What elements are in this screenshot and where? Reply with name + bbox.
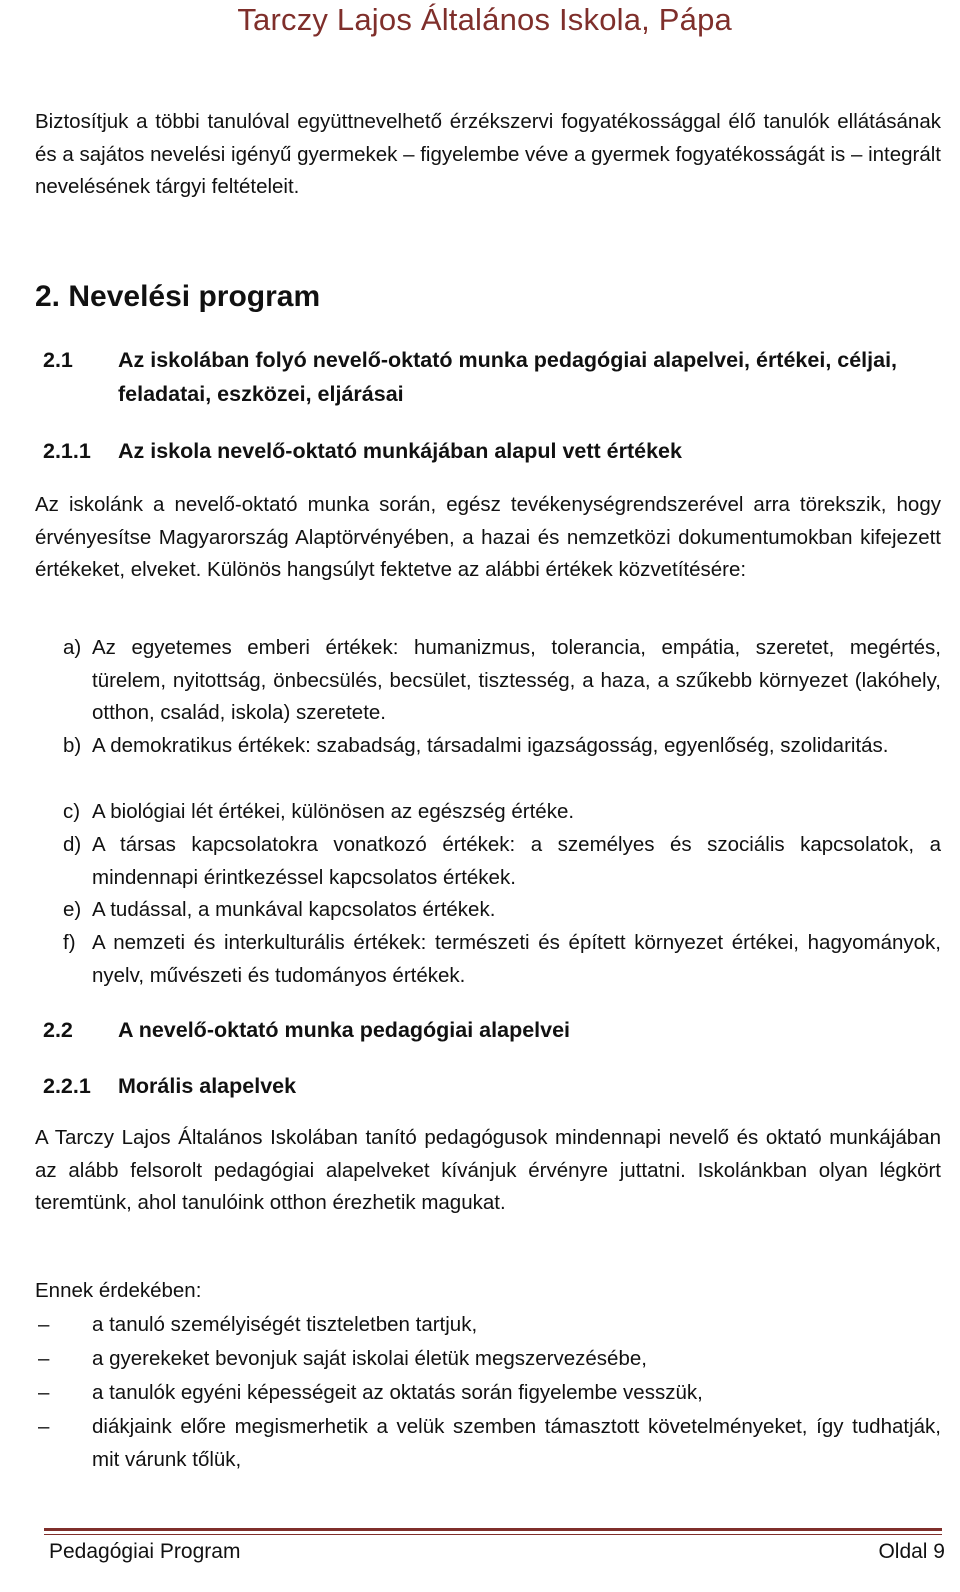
section-2-2-1-title: Morális alapelvek xyxy=(118,1074,297,1098)
section-2-2-1-number: 2.2.1 xyxy=(43,1074,91,1098)
list-marker: c) xyxy=(63,800,81,823)
list-item-text: a tanuló személyiségét tiszteletben tartjuk, xyxy=(92,1313,478,1336)
list-item xyxy=(35,1411,941,1476)
dash-marker: – xyxy=(38,1415,50,1438)
list-marker: d) xyxy=(63,833,82,856)
list-marker: a) xyxy=(63,636,82,659)
list-item-text: A nemzeti és interkulturális értékek: természeti és épített környezet értékei, hagyományok, nyelv, művészeti és tudományos értékek. xyxy=(92,931,941,987)
list-item xyxy=(35,1343,941,1376)
list-marker: f) xyxy=(63,931,76,954)
footer-rule-thin xyxy=(44,1534,942,1535)
values-paragraph: Az iskolánk a nevelő-oktató munka során, egész tevékenységrendszerével arra törekszik, hogy érvényesítse Magyarország Alaptörvényében, a hazai és nemzetközi dokumentumokban kifejezett értékeket, elveket. Különös hangsúlyt fektetve az alábbi értékek közvetítésére: xyxy=(35,493,941,581)
list-item xyxy=(63,632,941,730)
list-item-text: A demokratikus értékek: szabadság, társadalmi igazságosság, egyenlőség, szolidaritás. xyxy=(92,734,889,757)
list-marker: e) xyxy=(63,898,82,921)
section-2-2-title: A nevelő-oktató munka pedagógiai alapelvei xyxy=(118,1018,571,1042)
footer-page-number: Oldal 9 xyxy=(878,1540,945,1563)
list-item-text: A társas kapcsolatokra vonatkozó értékek: a személyes és szociális kapcsolatok, a mindennapi érintkezéssel kapcsolatos értékek. xyxy=(92,833,941,889)
section-2-2-number: 2.2 xyxy=(43,1018,73,1042)
list-item xyxy=(63,796,941,829)
footer-program-label: Pedagógiai Program xyxy=(49,1540,241,1563)
section-2-1-title: Az iskolában folyó nevelő-oktató munka pedagógiai alapelvei, értékei, céljai, feladatai, eszközei, eljárásai xyxy=(118,348,898,406)
list-item xyxy=(63,730,941,763)
list-item-text: a gyerekeket bevonjuk saját iskolai életük megszervezésébe, xyxy=(92,1347,647,1370)
list-item xyxy=(35,1377,941,1410)
footer-rule-thick xyxy=(44,1528,942,1531)
ennek-label: Ennek érdekében: xyxy=(35,1279,202,1302)
list-item-text: a tanulók egyéni képességeit az oktatás során figyelembe vesszük, xyxy=(92,1381,703,1404)
list-item xyxy=(63,829,941,894)
dash-marker: – xyxy=(38,1381,50,1404)
section-2-heading: 2. Nevelési program xyxy=(35,280,321,313)
list-marker: b) xyxy=(63,734,82,757)
moral-paragraph: A Tarczy Lajos Általános Iskolában tanító pedagógusok mindennapi nevelő és oktató munkájában az alább felsorolt pedagógiai alapelveket kívánjuk érvényre juttatni. Iskolánkban olyan légkört teremtünk, ahol tanulóink otthon érezhetik magukat. xyxy=(35,1126,941,1214)
list-item xyxy=(35,1309,941,1342)
section-2-1-1-number: 2.1.1 xyxy=(43,439,91,463)
section-2-1-number: 2.1 xyxy=(43,348,73,372)
list-item-text: diákjaink előre megismerhetik a velük szemben támasztott követelményeket, így tudhatják, mit várunk tőlük, xyxy=(92,1415,941,1471)
list-item-text: A biológiai lét értékei, különösen az egészség értéke. xyxy=(92,800,575,823)
section-2-1-1-title: Az iskola nevelő-oktató munkájában alapul vett értékek xyxy=(118,439,682,463)
intro-paragraph: Biztosítjuk a többi tanulóval együttnevelhető érzékszervi fogyatékossággal élő tanulók ellátásának és a sajátos nevelési igényű gyermekek – figyelembe véve a gyermek fogyatékosságát is – integrált nevelésének tárgyi feltételeit. xyxy=(35,110,941,198)
list-item-text: A tudással, a munkával kapcsolatos értékek. xyxy=(92,898,496,921)
dash-marker: – xyxy=(38,1347,50,1370)
list-item-text: Az egyetemes emberi értékek: humanizmus, tolerancia, empátia, szeretet, megértés, türelem, nyitottság, önbecsülés, becsület, tisztesség, a haza, a szűkebb környezet (lakóhely, otthon, család, iskola) szeretete. xyxy=(92,636,941,724)
header-title: Tarczy Lajos Általános Iskola, Pápa xyxy=(237,2,732,37)
dash-marker: – xyxy=(38,1313,50,1336)
list-item xyxy=(63,927,941,992)
list-item xyxy=(63,894,941,927)
